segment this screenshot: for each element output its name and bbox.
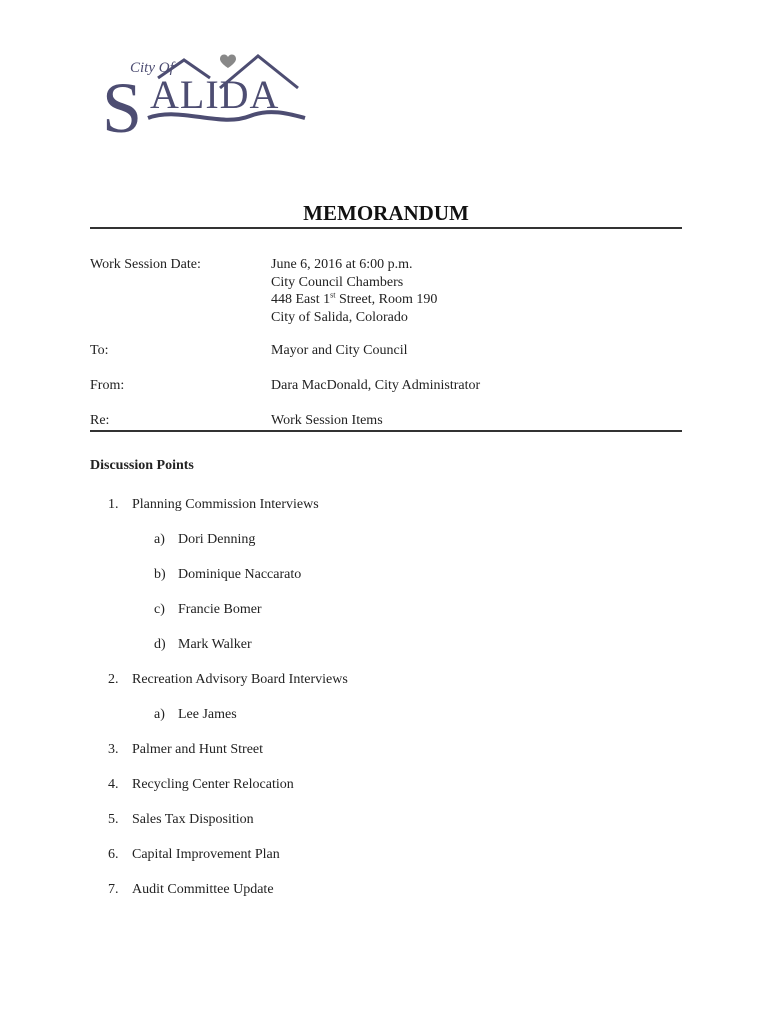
memo-title: MEMORANDUM	[303, 201, 469, 225]
city-logo-graphic	[100, 48, 310, 140]
fields-rule	[90, 430, 682, 432]
date-line: June 6, 2016 at 6:00 p.m.	[271, 257, 413, 272]
to-label: To:	[90, 343, 109, 358]
list-item: 5. Sales Tax Disposition	[108, 812, 254, 827]
header-rule	[90, 227, 682, 229]
re-value: Work Session Items	[271, 413, 383, 428]
city-logo	[100, 48, 310, 140]
list-item: 3. Palmer and Hunt Street	[108, 742, 264, 757]
logo-top-text: City Of	[130, 60, 174, 76]
from-label: From:	[90, 378, 125, 393]
address-line: 448 East 1st Street, Room 190	[271, 290, 438, 307]
city-line: City of Salida, Colorado	[271, 309, 408, 325]
list-item: 4. Recycling Center Relocation	[108, 777, 294, 792]
logo-big-s: S	[102, 68, 143, 140]
sub-list-item: a) Dori Denning	[154, 532, 256, 547]
list-item: 2. Recreation Advisory Board Interviews	[108, 672, 348, 687]
list-item: 7. Audit Committee Update	[108, 882, 274, 897]
re-label: Re:	[90, 413, 110, 428]
logo-main-text: ALIDA	[150, 72, 280, 117]
heart-icon	[220, 55, 236, 68]
work-session-date-label: Work Session Date:	[90, 257, 201, 272]
discussion-points-heading: Discussion Points	[90, 458, 194, 473]
venue-line: City Council Chambers	[271, 274, 404, 290]
list-item: 6. Capital Improvement Plan	[108, 847, 280, 862]
work-session-date-value	[271, 256, 437, 326]
sub-list-item: d) Mark Walker	[154, 637, 252, 652]
from-value: Dara MacDonald, City Administrator	[271, 378, 481, 393]
sub-list-item: a) Lee James	[154, 707, 237, 722]
sub-list-item: c) Francie Bomer	[154, 602, 262, 617]
to-value: Mayor and City Council	[271, 343, 408, 358]
list-item: 1. Planning Commission Interviews	[108, 497, 319, 512]
sub-list-item: b) Dominique Naccarato	[154, 567, 302, 582]
